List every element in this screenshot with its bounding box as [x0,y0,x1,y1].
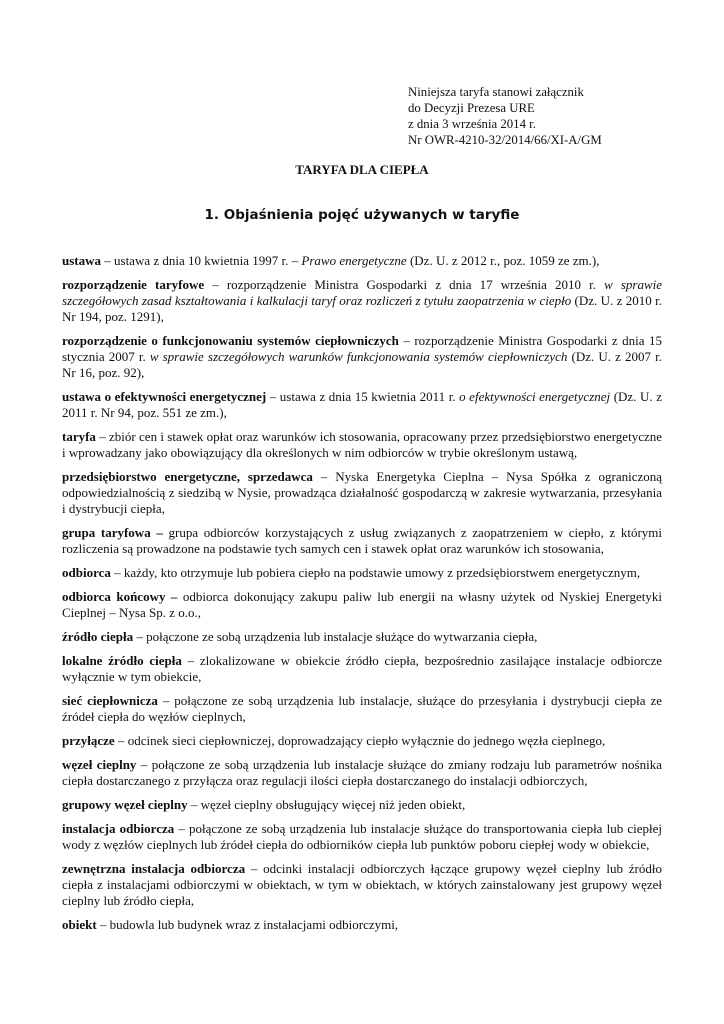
definition-italic-title: w sprawie szczegółowych zasad kształtowania i kalkulacji taryf oraz rozliczeń z tytułu zaopatrzenia w ciepło [62,277,663,308]
definition-text: (Dz. U. z 2011 r. Nr 94, poz. 551 ze zm.), [62,389,662,420]
definition-item [62,525,662,557]
definition-term: taryfa [62,429,96,444]
definition-term: rozporządzenie taryfowe [62,277,205,292]
definition-item [62,917,662,933]
definition-text: – zbiór cen i stawek opłat oraz warunków ich stosowania, opracowany przez przedsiębiorstwo energetyczne i wprowadzany jako obowiązujący dla określonych w nim odbiorców w trybie określonym ustawą, [62,429,662,460]
definition-text: – rozporządzenie Ministra Gospodarki z dnia 15 stycznia 2007 r. [62,333,662,364]
definition-text: – każdy, kto otrzymuje lub pobiera ciepło na podstawie umowy z przedsiębiorstwem energetycznym, [110,565,641,580]
definition-term: zewnętrzna instalacja odbiorcza [62,861,246,876]
definition-text: – zlokalizowane w obiekcie źródło ciepła, bezpośrednio zasilające instalacje odbiorcze wyłącznie w tym obiekcie, [62,653,662,684]
definition-item [62,693,662,725]
definition-text: – połączone ze sobą urządzenia lub instalacje, służące do przesyłania i dystrybucji ciepła ze źródeł ciepła do węzłów cieplnych, [62,693,662,724]
definition-item [62,429,662,461]
definition-text: – odcinki instalacji odbiorczych łączące grupowy węzeł cieplny lub źródło ciepła z instalacjami odbiorczymi w obiektach, w tym w obiektach, w których zainstalowany jest grupowy węzeł cieplny lub źródło ciepła, [62,861,662,908]
definition-term: rozporządzenie o funkcjonowaniu systemów ciepłowniczych [62,333,399,348]
definition-item [62,589,662,621]
definition-term: przyłącze [62,733,115,748]
definition-item [62,253,662,269]
definition-text: – rozporządzenie Ministra Gospodarki z dnia 17 września 2010 r. [204,277,605,292]
definition-term: ustawa o efektywności energetycznej [62,389,267,404]
definition-item [62,277,662,325]
definitions-list [62,253,662,941]
definition-item [62,861,662,909]
definition-text: (Dz. U. z 2010 r. Nr 194, poz. 1291), [62,293,662,324]
definition-term: grupowy węzeł cieplny [62,797,188,812]
definition-text: – odcinek sieci ciepłowniczej, doprowadzający ciepło wyłącznie do jednego węzła cieplnego, [114,733,606,748]
definition-text: (Dz. U. z 2007 r. Nr 16, poz. 92), [62,349,662,380]
definition-item [62,797,662,813]
definition-text: – połączone ze sobą urządzenia lub instalacje służące do zmiany rodzaju lub parametrów nośnika ciepła dostarczanego z przyłącza oraz regulacji ilości ciepła dostarczanego do instalacji odbiorczych, [62,757,662,788]
definition-term: lokalne źródło ciepła [62,653,182,668]
attachment-note-line: Nr OWR-4210-32/2014/66/XI-A/GM [408,133,602,147]
document-title: TARYFA DLA CIEPŁA [295,162,429,177]
definition-text: – połączone ze sobą urządzenia lub instalacje służące do transportowania ciepła lub ciepłej wody z węzłów cieplnych lub źródeł ciepła do odbiorników ciepła lub punktów poboru ciepłej wody w obiekcie, [62,821,663,852]
definition-item [62,389,662,421]
definition-item [62,733,662,749]
attachment-note-line: Niniejsza taryfa stanowi załącznik [408,85,584,99]
definition-term: odbiorca [62,565,111,580]
definition-term: odbiorca końcowy – [62,589,178,604]
definition-item [62,565,662,581]
definition-italic-title: w sprawie szczegółowych warunków funkcjonowania systemów ciepłowniczych [149,349,568,364]
definition-text: – budowla lub budynek wraz z instalacjami odbiorczymi, [96,917,399,932]
definition-text: – węzeł cieplny obsługujący więcej niż jeden obiekt, [187,797,466,812]
attachment-note [408,84,602,148]
attachment-note-line: do Decyzji Prezesa URE [408,101,535,115]
definition-term: przedsiębiorstwo energetyczne, sprzedawca [62,469,313,484]
definition-text: – Nyska Energetyka Cieplna – Nysa Spółka z ograniczoną odpowiedzialnością z siedzibą w Nysie, prowadząca działalność gospodarczą w zakresie wytwarzania, przesyłania i dystrybucji ciepła, [62,469,663,516]
attachment-note-line: z dnia 3 września 2014 r. [408,117,536,131]
definition-item [62,653,662,685]
definition-term: węzeł cieplny [62,757,137,772]
definition-text: grupa odbiorców korzystających z usług związanych z zaopatrzeniem w ciepło, z którymi rozliczenia są prowadzone na podstawie tych samych cen i stawek opłat oraz warunków ich stosowania, [62,525,663,556]
definition-text: (Dz. U. z 2012 r., poz. 1059 ze zm.), [406,253,600,268]
definition-term: instalacja odbiorcza [62,821,175,836]
definition-item [62,757,662,789]
definition-text: – połączone ze sobą urządzenia lub instalacje służące do wytwarzania ciepła, [133,629,538,644]
definition-item [62,469,662,517]
definition-item [62,821,662,853]
definition-item [62,333,662,381]
definition-text: odbiorca dokonujący zakupu paliw lub energii na własny użytek od Nyskiej Energetyki Cieplnej – Nysa Sp. z o.o., [62,589,662,620]
definition-term: ustawa [62,253,102,268]
definition-term: sieć ciepłownicza [62,693,158,708]
definition-term: obiekt [62,917,97,932]
section-heading: 1. Objaśnienia pojęć używanych w taryfie [204,207,520,223]
definition-text: – ustawa z dnia 15 kwietnia 2011 r. [266,389,460,404]
definition-item [62,629,662,645]
definition-term: źródło ciepła [62,629,134,644]
definition-italic-title: o efektywności energetycznej [459,389,611,404]
definition-term: grupa taryfowa – [62,525,163,540]
definition-text: – ustawa z dnia 10 kwietnia 1997 r. – [101,253,302,268]
definition-italic-title: Prawo energetyczne [301,253,407,268]
